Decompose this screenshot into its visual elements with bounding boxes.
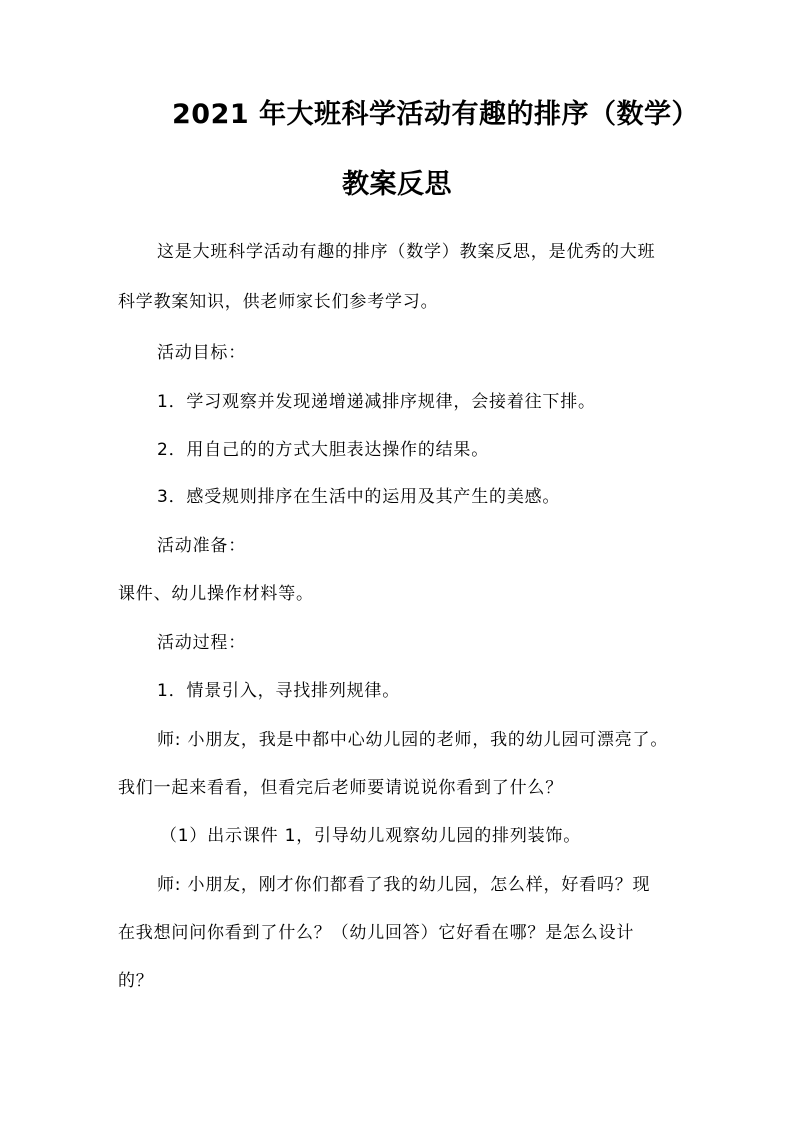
- goal-item-1: 1．学习观察并发现递增递减排序规律，会接着往下排。: [157, 392, 596, 412]
- process-substep-1: （1）出示课件 1，引导幼儿观察幼儿园的排列装饰。: [160, 826, 582, 846]
- heading-activity-process: 活动过程：: [157, 633, 246, 653]
- document-title-line-1: 2021 年大班科学活动有趣的排序（数学）: [172, 99, 700, 130]
- teacher-line-2: 我们一起来看看，但看完后老师要请说说你看到了什么？: [118, 778, 563, 798]
- teacher-line-1: 师: 小朋友，我是中都中心幼儿园的老师，我的幼儿园可漂亮了。: [157, 730, 669, 750]
- heading-activity-goals: 活动目标：: [157, 343, 246, 363]
- heading-activity-preparation: 活动准备：: [157, 536, 246, 556]
- goal-item-3: 3．感受规则排序在生活中的运用及其产生的美感。: [157, 487, 561, 507]
- teacher-question-line-2: 在我想问问你看到了什么？（幼儿回答）它好看在哪？是怎么设计: [118, 923, 635, 943]
- preparation-text: 课件、幼儿操作材料等。: [118, 584, 314, 604]
- document-title-line-2: 教案反思: [342, 169, 452, 200]
- paragraph-intro-line-2: 科学教案知识，供老师家长们参考学习。: [118, 292, 439, 312]
- teacher-question-line-1: 师: 小朋友，刚才你们都看了我的幼儿园，怎么样，好看吗？现: [157, 875, 651, 895]
- teacher-question-line-3: 的？: [118, 971, 154, 991]
- process-step-1: 1．情景引入，寻找排列规律。: [157, 681, 401, 701]
- paragraph-intro-line-1: 这是大班科学活动有趣的排序（数学）教案反思，是优秀的大班: [157, 242, 656, 262]
- goal-item-2: 2．用自己的的方式大胆表达操作的结果。: [157, 440, 490, 460]
